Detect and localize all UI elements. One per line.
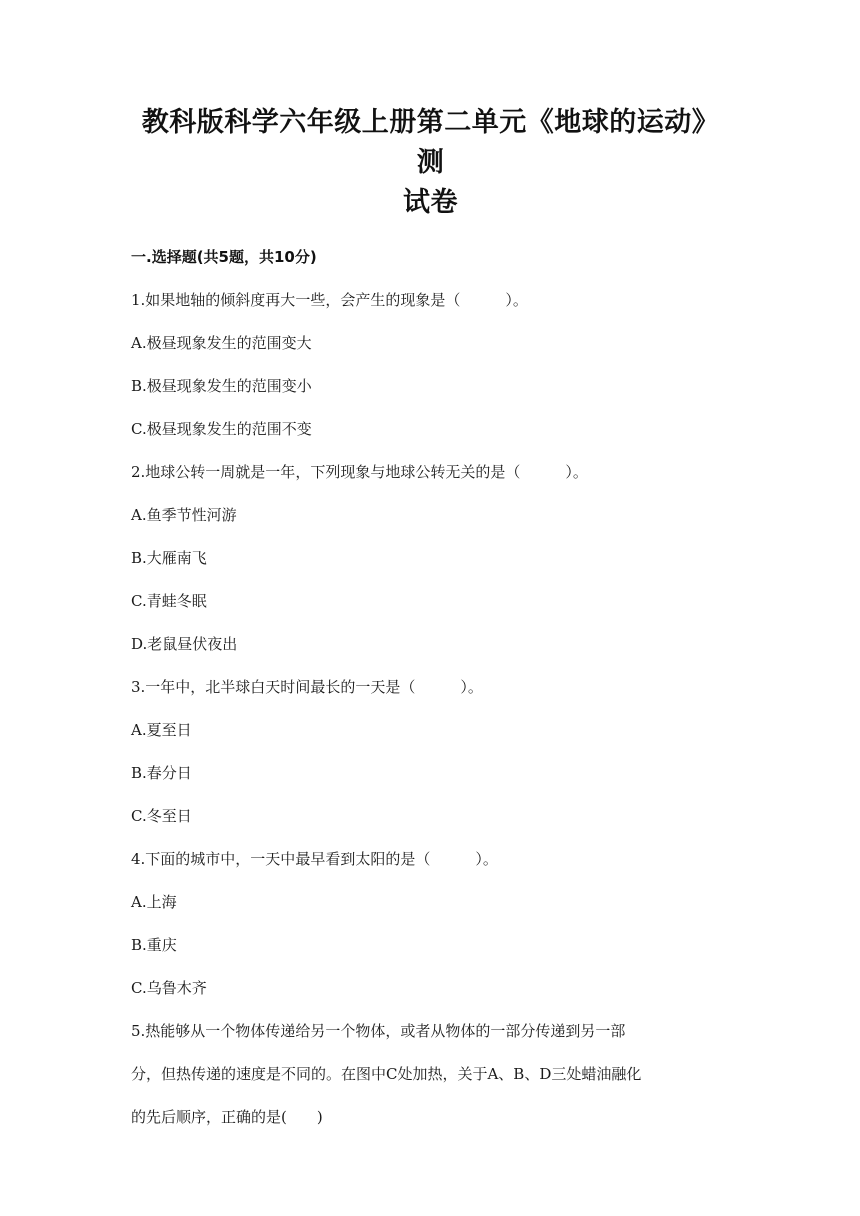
question-3-option-b: B.春分日 (131, 764, 192, 782)
question-5-stem-line-2: 分，但热传递的速度是不同的。在图中C处加热，关于A、B、D三处蜡油融化 (131, 1065, 642, 1083)
question-1-option-b: B.极昼现象发生的范围变小 (131, 377, 312, 395)
question-2-option-d: D.老鼠昼伏夜出 (131, 635, 238, 653)
question-1-option-a: A.极昼现象发生的范围变大 (131, 334, 312, 352)
question-1-option-c: C.极昼现象发生的范围不变 (131, 420, 312, 438)
question-3-stem: 3.一年中，北半球白天时间最长的一天是（ ）。 (131, 678, 483, 696)
question-4-option-c: C.乌鲁木齐 (131, 979, 207, 997)
question-1-stem: 1.如果地轴的倾斜度再大一些，会产生的现象是（ ）。 (131, 291, 528, 309)
question-2-option-b: B.大雁南飞 (131, 549, 207, 567)
question-4-stem: 4.下面的城市中，一天中最早看到太阳的是（ ）。 (131, 850, 498, 868)
question-5-stem-line-3: 的先后顺序，正确的是( ) (131, 1108, 323, 1126)
section-heading: 一.选择题(共5题，共10分) (131, 248, 317, 266)
question-4-option-a: A.上海 (131, 893, 177, 911)
question-2-stem: 2.地球公转一周就是一年，下列现象与地球公转无关的是（ ）。 (131, 463, 588, 481)
question-4-option-b: B.重庆 (131, 936, 177, 954)
question-3-option-a: A.夏至日 (131, 721, 192, 739)
page-title (131, 0, 730, 223)
title-line-1: 教科版科学六年级上册第二单元《地球的运动》测 (141, 107, 720, 178)
question-5-stem-line-1: 5.热能够从一个物体传递给另一个物体，或者从物体的一部分传递到另一部 (131, 1022, 626, 1040)
title-line-2: 试卷 (403, 187, 458, 218)
question-2-option-c: C.青蛙冬眠 (131, 592, 207, 610)
question-3-option-c: C.冬至日 (131, 807, 192, 825)
question-2-option-a: A.鱼季节性河游 (131, 506, 237, 524)
